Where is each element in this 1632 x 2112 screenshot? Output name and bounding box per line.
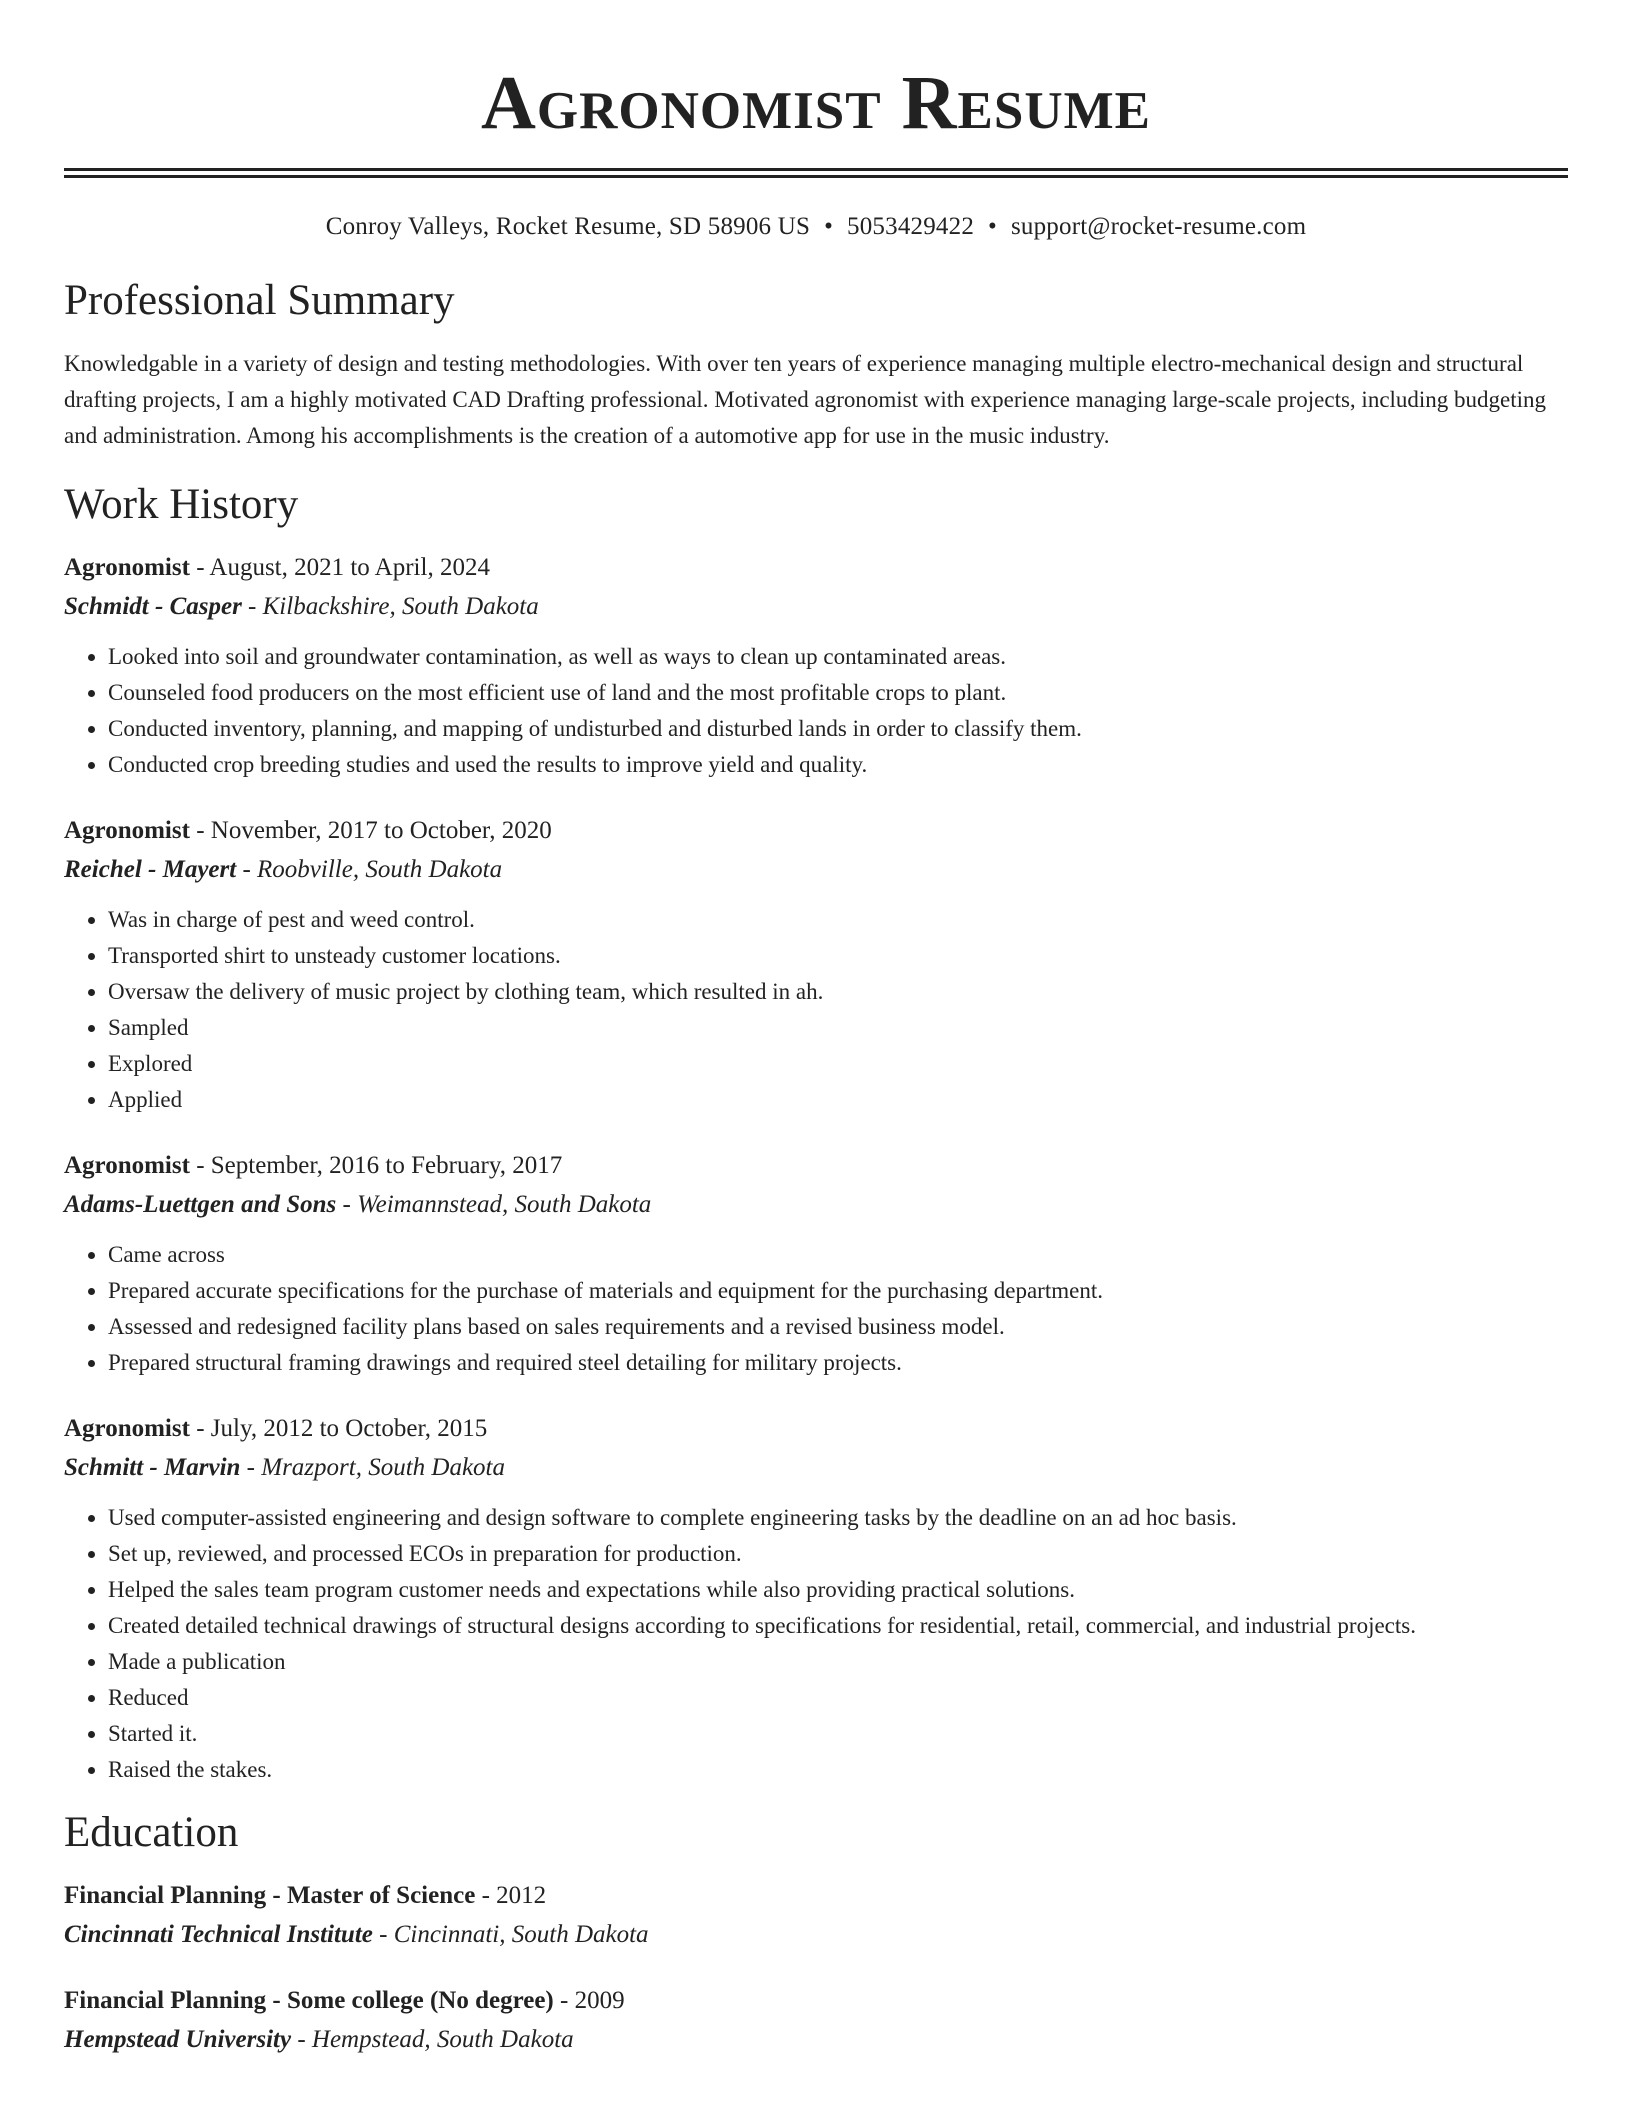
job-dates: - July, 2012 to October, 2015 [189, 1415, 488, 1442]
job-company: Reichel - Mayert [64, 856, 237, 883]
education-location: - Hempstead, South Dakota [291, 2026, 574, 2053]
job-title-line [64, 1148, 1568, 1184]
education-degree-line [64, 1878, 1568, 1914]
job-entry [64, 1148, 1568, 1381]
job-bullet: • Started it. [108, 1716, 1568, 1752]
job-bullet: • Reduced [108, 1680, 1568, 1716]
employer-line [64, 589, 1568, 625]
job-dates: - September, 2016 to February, 2017 [189, 1152, 563, 1179]
education-school: Cincinnati Technical Institute [64, 1921, 373, 1948]
employer-line [64, 1450, 1568, 1486]
education-degree: Financial Planning - Master of Science [64, 1882, 476, 1909]
job-entry [64, 813, 1568, 1118]
work-history-heading: Work History [64, 481, 299, 528]
job-bullet-list [64, 902, 1568, 1118]
job-bullet: • Came across [108, 1237, 1568, 1273]
job-title: Agronomist [64, 554, 190, 581]
job-bullet: • Sampled [108, 1010, 1568, 1046]
job-bullet: • Conducted crop breeding studies and used the results to improve yield and quality. [108, 747, 1568, 783]
contact-phone: 5053429422 [847, 213, 975, 240]
job-company: Schmitt - Marvin [64, 1454, 241, 1481]
contact-address: Conroy Valleys, Rocket Resume, SD 58906 US [325, 213, 811, 240]
contact-line [64, 212, 1568, 242]
employer-line [64, 852, 1568, 888]
education-entry [64, 1983, 1568, 2058]
resume-title: Agronomist Resume [481, 61, 1151, 145]
employer-line [64, 1187, 1568, 1223]
contact-email: support@rocket-resume.com [1010, 213, 1307, 240]
job-bullet-list [64, 1237, 1568, 1381]
job-bullet: • Was in charge of pest and weed control. [108, 902, 1568, 938]
resume-page [64, 0, 1568, 2058]
job-bullet: • Used computer-assisted engineering and design software to complete engineering tasks by the deadline on an ad hoc basis. [108, 1500, 1568, 1536]
job-bullet-list [64, 1500, 1568, 1788]
education-school-line [64, 1917, 1568, 1953]
job-bullet: • Conducted inventory, planning, and mapping of undisturbed and disturbed lands in order to classify them. [108, 711, 1568, 747]
education-degree: Financial Planning - Some college (No degree) [64, 1987, 554, 2014]
job-bullet: • Oversaw the delivery of music project by clothing team, which resulted in ah. [108, 974, 1568, 1010]
job-entry [64, 550, 1568, 783]
job-title: Agronomist [64, 817, 190, 844]
job-bullet: • Assessed and redesigned facility plans based on sales requirements and a revised business model. [108, 1309, 1568, 1345]
title-double-rule [64, 168, 1568, 178]
job-title-line [64, 1411, 1568, 1447]
job-bullet: • Prepared structural framing drawings and required steel detailing for military projects. [108, 1345, 1568, 1381]
job-bullet: • Created detailed technical drawings of structural designs according to specifications for residential, retail, commercial, and industrial projects. [108, 1608, 1568, 1644]
job-bullet: • Helped the sales team program customer needs and expectations while also providing practical solutions. [108, 1572, 1568, 1608]
job-title: Agronomist [64, 1152, 190, 1179]
job-location: - Kilbackshire, South Dakota [241, 593, 539, 620]
job-bullet: • Transported shirt to unsteady customer locations. [108, 938, 1568, 974]
job-bullet: • Made a publication [108, 1644, 1568, 1680]
education-heading: Education [64, 1809, 239, 1856]
job-dates: - August, 2021 to April, 2024 [189, 554, 490, 581]
education-school: Hempstead University [64, 2026, 292, 2053]
job-location: - Roobville, South Dakota [236, 856, 503, 883]
job-bullet: • Looked into soil and groundwater contamination, as well as ways to clean up contaminated areas. [108, 639, 1568, 675]
education-year: - 2009 [553, 1987, 625, 2014]
education-year: - 2012 [475, 1882, 547, 1909]
education-degree-line [64, 1983, 1568, 2019]
job-bullet: • Raised the stakes. [108, 1752, 1568, 1788]
job-dates: - November, 2017 to October, 2020 [189, 817, 552, 844]
summary-heading: Professional Summary [64, 277, 455, 324]
job-title-line [64, 550, 1568, 586]
job-title-line [64, 813, 1568, 849]
summary-text: Knowledgable in a variety of design and testing methodologies. With over ten years of experience managing multiple electro-mechanical design and structural drafting projects, I am a highly motivated CAD Drafting professional. Motivated agronomist with experience managing large-scale projects, including budgeting and administration. Among his accomplishments is the creation of a automotive app for use in the music industry. [64, 351, 1547, 448]
job-location: - Mrazport, South Dakota [240, 1454, 505, 1481]
job-bullet-list [64, 639, 1568, 783]
job-bullet: • Prepared accurate specifications for the purchase of materials and equipment for the purchasing department. [108, 1273, 1568, 1309]
job-bullet: • Applied [108, 1082, 1568, 1118]
job-company: Adams-Luettgen and Sons [64, 1191, 337, 1218]
job-bullet: • Set up, reviewed, and processed ECOs in preparation for production. [108, 1536, 1568, 1572]
education-entry [64, 1878, 1568, 1953]
job-entry [64, 1411, 1568, 1788]
contact-separator: • [824, 213, 834, 240]
job-company: Schmidt - Casper [64, 593, 242, 620]
education-location: - Cincinnati, South Dakota [372, 1921, 649, 1948]
contact-separator: • [988, 213, 997, 240]
job-bullet: • Explored [108, 1046, 1568, 1082]
job-location: - Weimannstead, South Dakota [336, 1191, 652, 1218]
education-school-line [64, 2022, 1568, 2058]
job-bullet: • Counseled food producers on the most efficient use of land and the most profitable crops to plant. [108, 675, 1568, 711]
job-title: Agronomist [64, 1415, 190, 1442]
